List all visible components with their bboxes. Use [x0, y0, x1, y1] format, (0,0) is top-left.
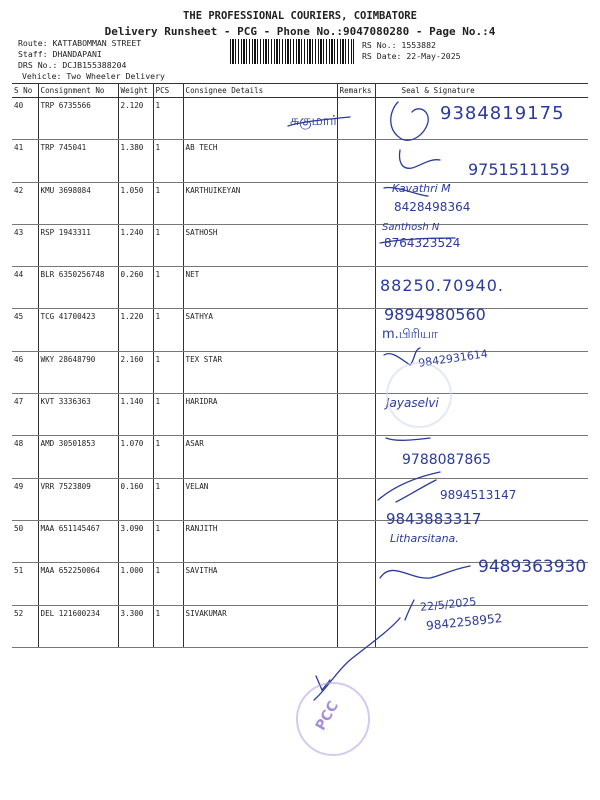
cell-pcs: 1 — [153, 267, 183, 309]
handwritten-name-50: Litharsitana. — [390, 532, 459, 545]
cell-pcs: 1 — [153, 351, 183, 393]
cell-sno: 44 — [12, 267, 38, 309]
cell-weight: 1.050 — [118, 182, 153, 224]
handwritten-phone-45: 9894980560 — [384, 305, 486, 324]
cell-remarks — [337, 478, 375, 520]
col-header-signature: Seal & Signature — [375, 84, 588, 98]
cell-pcs: 1 — [153, 563, 183, 605]
cell-consignment: TCG 41700423 — [38, 309, 118, 351]
cell-sno: 48 — [12, 436, 38, 478]
cell-weight: 1.070 — [118, 436, 153, 478]
cell-signature — [375, 563, 588, 605]
cell-sno: 45 — [12, 309, 38, 351]
cell-remarks — [337, 98, 375, 140]
cell-remarks — [337, 351, 375, 393]
cell-remarks — [337, 436, 375, 478]
col-header-weight: Weight — [118, 84, 153, 98]
cell-consignment: VRR 7523809 — [38, 478, 118, 520]
cell-consignment: MAA 652250064 — [38, 563, 118, 605]
cell-sno: 42 — [12, 182, 38, 224]
cell-signature — [375, 224, 588, 266]
cell-weight: 1.140 — [118, 394, 153, 436]
table-row — [12, 520, 588, 562]
cell-remarks — [337, 309, 375, 351]
cell-weight: 0.260 — [118, 267, 153, 309]
cell-consignee: HARIDRA — [183, 394, 337, 436]
company-title: THE PROFESSIONAL COURIERS, COIMBATORE — [183, 10, 417, 22]
cell-consignee: VELAN — [183, 478, 337, 520]
handwritten-phone-49: 9894513147 — [440, 488, 517, 502]
cell-consignment: AMD 30501853 — [38, 436, 118, 478]
cell-consignment: DEL 121600234 — [38, 605, 118, 647]
cell-signature — [375, 478, 588, 520]
cell-pcs: 1 — [153, 98, 183, 140]
cell-pcs: 1 — [153, 182, 183, 224]
cell-sno: 43 — [12, 224, 38, 266]
handwritten-phone-43: 8764323524 — [384, 236, 461, 250]
handwritten-name-40: சுகுமார் — [290, 113, 338, 129]
cell-signature — [375, 140, 588, 182]
cell-signature — [375, 605, 588, 647]
cell-pcs: 1 — [153, 436, 183, 478]
cell-consignment: KMU 3698084 — [38, 182, 118, 224]
cell-weight: 1.000 — [118, 563, 153, 605]
cell-remarks — [337, 224, 375, 266]
runsheet-subtitle: Delivery Runsheet - PCG - Phone No.:9047080280 - Page No.:4 — [104, 25, 496, 38]
cell-consignee: SATHYA — [183, 309, 337, 351]
pcc-stamp-text: PCC — [312, 698, 343, 734]
cell-sno: 46 — [12, 351, 38, 393]
cell-pcs: 1 — [153, 520, 183, 562]
cell-remarks — [337, 394, 375, 436]
cell-weight: 1.220 — [118, 309, 153, 351]
cell-remarks — [337, 267, 375, 309]
cell-weight: 2.160 — [118, 351, 153, 393]
handwritten-date-52: 22/5/2025 — [419, 595, 477, 614]
table-row — [12, 98, 588, 140]
cell-consignee: NET — [183, 267, 337, 309]
cell-consignee: ASAR — [183, 436, 337, 478]
cell-weight: 1.240 — [118, 224, 153, 266]
handwritten-name-42: Kavathri M — [392, 182, 451, 195]
cell-weight: 2.120 — [118, 98, 153, 140]
cell-signature — [375, 98, 588, 140]
table-row — [12, 140, 588, 182]
table-row — [12, 224, 588, 266]
cell-signature — [375, 436, 588, 478]
handwritten-phone-48: 9788087865 — [402, 452, 492, 468]
cell-consignment: KVT 3336363 — [38, 394, 118, 436]
cell-consignee: AB TECH — [183, 140, 337, 182]
cell-pcs: 1 — [153, 224, 183, 266]
table-row — [12, 182, 588, 224]
cell-consignee: SAVITHA — [183, 563, 337, 605]
cell-weight: 1.380 — [118, 140, 153, 182]
cell-pcs: 1 — [153, 605, 183, 647]
barcode — [230, 39, 354, 64]
cell-weight: 3.090 — [118, 520, 153, 562]
cell-signature — [375, 267, 588, 309]
col-header-consignee: Consignee Details — [183, 84, 337, 98]
table-row — [12, 436, 588, 478]
table-row — [12, 309, 588, 351]
cell-consignee: KARTHUIKEYAN — [183, 182, 337, 224]
handwritten-phone-44: 88250.70940. — [380, 276, 504, 295]
cell-consignee: SIVAKUMAR — [183, 605, 337, 647]
cell-signature — [375, 520, 588, 562]
cell-remarks — [337, 140, 375, 182]
col-header-remarks: Remarks — [337, 84, 375, 98]
cell-weight: 0.160 — [118, 478, 153, 520]
table-row — [12, 351, 588, 393]
vehicle-label: Vehicle: Two Wheeler Delivery — [22, 71, 165, 81]
cell-consignment: RSP 1943311 — [38, 224, 118, 266]
table-header-row — [12, 84, 588, 98]
handwritten-phone-46: 9842931614 — [417, 347, 489, 370]
cell-signature — [375, 182, 588, 224]
table-row — [12, 605, 588, 647]
cell-consignment: WKY 28648790 — [38, 351, 118, 393]
col-header-sno: S No — [12, 84, 38, 98]
cell-consignment: TRP 6735566 — [38, 98, 118, 140]
handwritten-phone-42: 8428498364 — [394, 200, 471, 214]
handwritten-phone-40: 9384819175 — [440, 103, 565, 124]
handwritten-name-43: Santhosh N — [382, 222, 440, 233]
staff-label: Staff: DHANDAPANI — [18, 49, 102, 59]
handwritten-phone-52: 9842258952 — [425, 611, 503, 633]
cell-sno: 51 — [12, 563, 38, 605]
table-row — [12, 267, 588, 309]
cell-sno: 47 — [12, 394, 38, 436]
col-header-pcs: PCS — [153, 84, 183, 98]
handwritten-name-47: Jayaselvi — [386, 396, 439, 410]
cell-consignee: TEX STAR — [183, 351, 337, 393]
handwritten-phone-50: 9843883317 — [386, 510, 482, 528]
cell-consignee: RANJITH — [183, 520, 337, 562]
drs-number: DRS No.: DCJB155388204 — [18, 60, 127, 70]
handwritten-name-45: m.பிரியா — [382, 327, 438, 342]
table-row — [12, 563, 588, 605]
runsheet-table — [12, 83, 588, 648]
cell-remarks — [337, 182, 375, 224]
cell-pcs: 1 — [153, 394, 183, 436]
cell-sno: 50 — [12, 520, 38, 562]
cell-pcs: 1 — [153, 309, 183, 351]
cell-pcs: 1 — [153, 478, 183, 520]
cell-pcs: 1 — [153, 140, 183, 182]
cell-weight: 3.300 — [118, 605, 153, 647]
col-header-consignment: Consignment No — [38, 84, 118, 98]
cell-remarks — [337, 520, 375, 562]
rs-number: RS No.: 1553882 — [362, 40, 436, 50]
faint-stamp — [386, 362, 452, 428]
cell-consignment: MAA 651145467 — [38, 520, 118, 562]
cell-consignment: BLR 6350256748 — [38, 267, 118, 309]
rs-date: RS Date: 22-May-2025 — [362, 51, 461, 61]
cell-consignment: TRP 745041 — [38, 140, 118, 182]
cell-consignee: SATHOSH — [183, 224, 337, 266]
table-row — [12, 394, 588, 436]
handwritten-phone-41: 9751511159 — [468, 160, 570, 179]
cell-signature — [375, 309, 588, 351]
cell-sno: 41 — [12, 140, 38, 182]
route-label: Route: KATTABOMMAN STREET — [18, 38, 142, 48]
cell-sno: 52 — [12, 605, 38, 647]
table-row — [12, 478, 588, 520]
cell-remarks — [337, 563, 375, 605]
cell-remarks — [337, 605, 375, 647]
cell-sno: 40 — [12, 98, 38, 140]
handwritten-phone-51: 9489363930 — [478, 557, 587, 577]
cell-consignee — [183, 98, 337, 140]
cell-sno: 49 — [12, 478, 38, 520]
